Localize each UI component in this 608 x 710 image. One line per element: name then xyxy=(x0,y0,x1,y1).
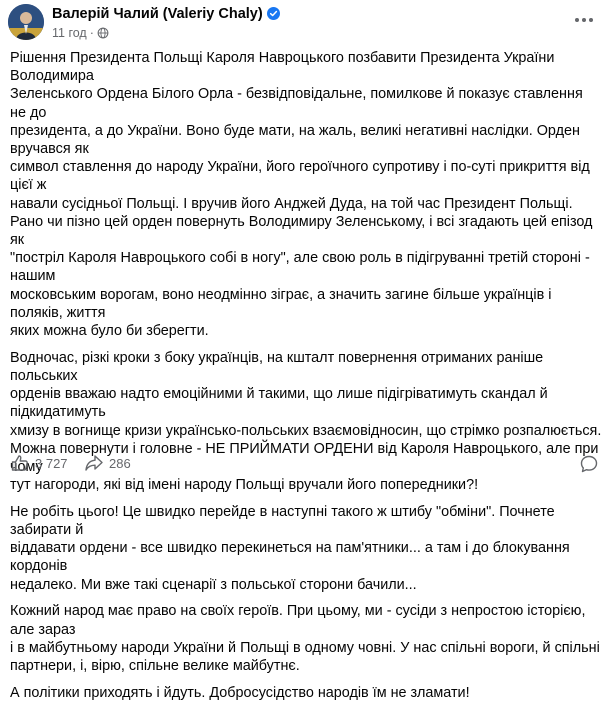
author-name-text: Валерій Чалий (Valeriy Chaly) xyxy=(52,6,263,22)
comment-bubble-icon xyxy=(579,454,599,474)
share-button[interactable] xyxy=(84,453,131,473)
post-paragraph: Водночас, різкі кроки з боку українців, на кшталт повернення отриманих раніше польських орденів вважаю надто емоційними й такими, що лише підігріватимуть скандал й підкидатимуть хмизу в вогнище кризи українсько-польських взаємовідносин, що стрімко розпалюється. Можна повернути і головне - НЕ ПРИЙМАТИ ОРДЕНИ від Кароля Навроцького, але при чому тут нагороди, які від імені народу Польщі вручали його попередники?! xyxy=(10,349,602,494)
post-footer xyxy=(0,449,608,483)
avatar[interactable] xyxy=(8,4,44,40)
more-dots-icon xyxy=(574,17,594,23)
share-arrow-icon xyxy=(84,453,104,473)
author-name[interactable] xyxy=(52,6,280,24)
like-button[interactable] xyxy=(10,453,68,473)
post-paragraph: А політики приходять і йдуть. Добросусідство народів їм не зламати! xyxy=(10,684,470,701)
globe-icon xyxy=(97,27,109,42)
post-paragraph: Рішення Президента Польщі Кароля Навроцького позбавити Президента України Володимира Зеленського Ордена Білого Орла - безвідповідальне, помилкове й показує ставлення не до президента, а до України. Воно буде мати, на жаль, великі негативні наслідки. Орден вручався як символ ставлення до народу України, його героїчного супротиву і по-суті прикриття від цієї ж навали сусідньої Польщі. І вручив його Анджей Дуда, на той час Президент Польщі. Рано чи пізно цей орден повернуть Володимиру Зеленському, і всі згадають цей епізод як "постріл Кароля Навроцького собі в ногу", але свою роль в підігруванні третій стороні - нашим московським ворогам, воно неодмінно зіграє, а значить загине більше українців і поляків, життя яких можна було би зберегти. xyxy=(10,50,593,340)
share-count: 286 xyxy=(109,455,131,471)
verified-badge-icon xyxy=(267,7,280,24)
thumbs-up-icon xyxy=(10,453,30,473)
like-count: 3 727 xyxy=(35,455,68,471)
post-paragraph: Кожний народ має право на своїх героїв. При цьому, ми - сусіди з непростою історією, але зараз і в майбутньому народи України й Польщі в одному човні. У нас спільні вороги, й спільні партнери, і, вірю, спільне велике майбутнє. xyxy=(10,603,600,674)
comment-button[interactable] xyxy=(576,451,602,477)
post-header xyxy=(0,0,608,46)
meta-separator: · xyxy=(89,26,94,40)
post-paragraph: Не робіть цього! Це швидко перейде в наступні такого ж штибу "обміни". Почнете забирати й віддавати ордени - все швидко перекинеться на пам'ятники... а там і до блокування кордонів недалеко. Ми вже такі сценарії з польської сторони бачили... xyxy=(10,503,570,593)
post-meta xyxy=(52,26,109,42)
more-options-button[interactable] xyxy=(572,8,596,32)
avatar-image xyxy=(8,4,44,40)
post-time[interactable]: 11 год xyxy=(52,26,87,40)
post-text xyxy=(10,49,602,710)
